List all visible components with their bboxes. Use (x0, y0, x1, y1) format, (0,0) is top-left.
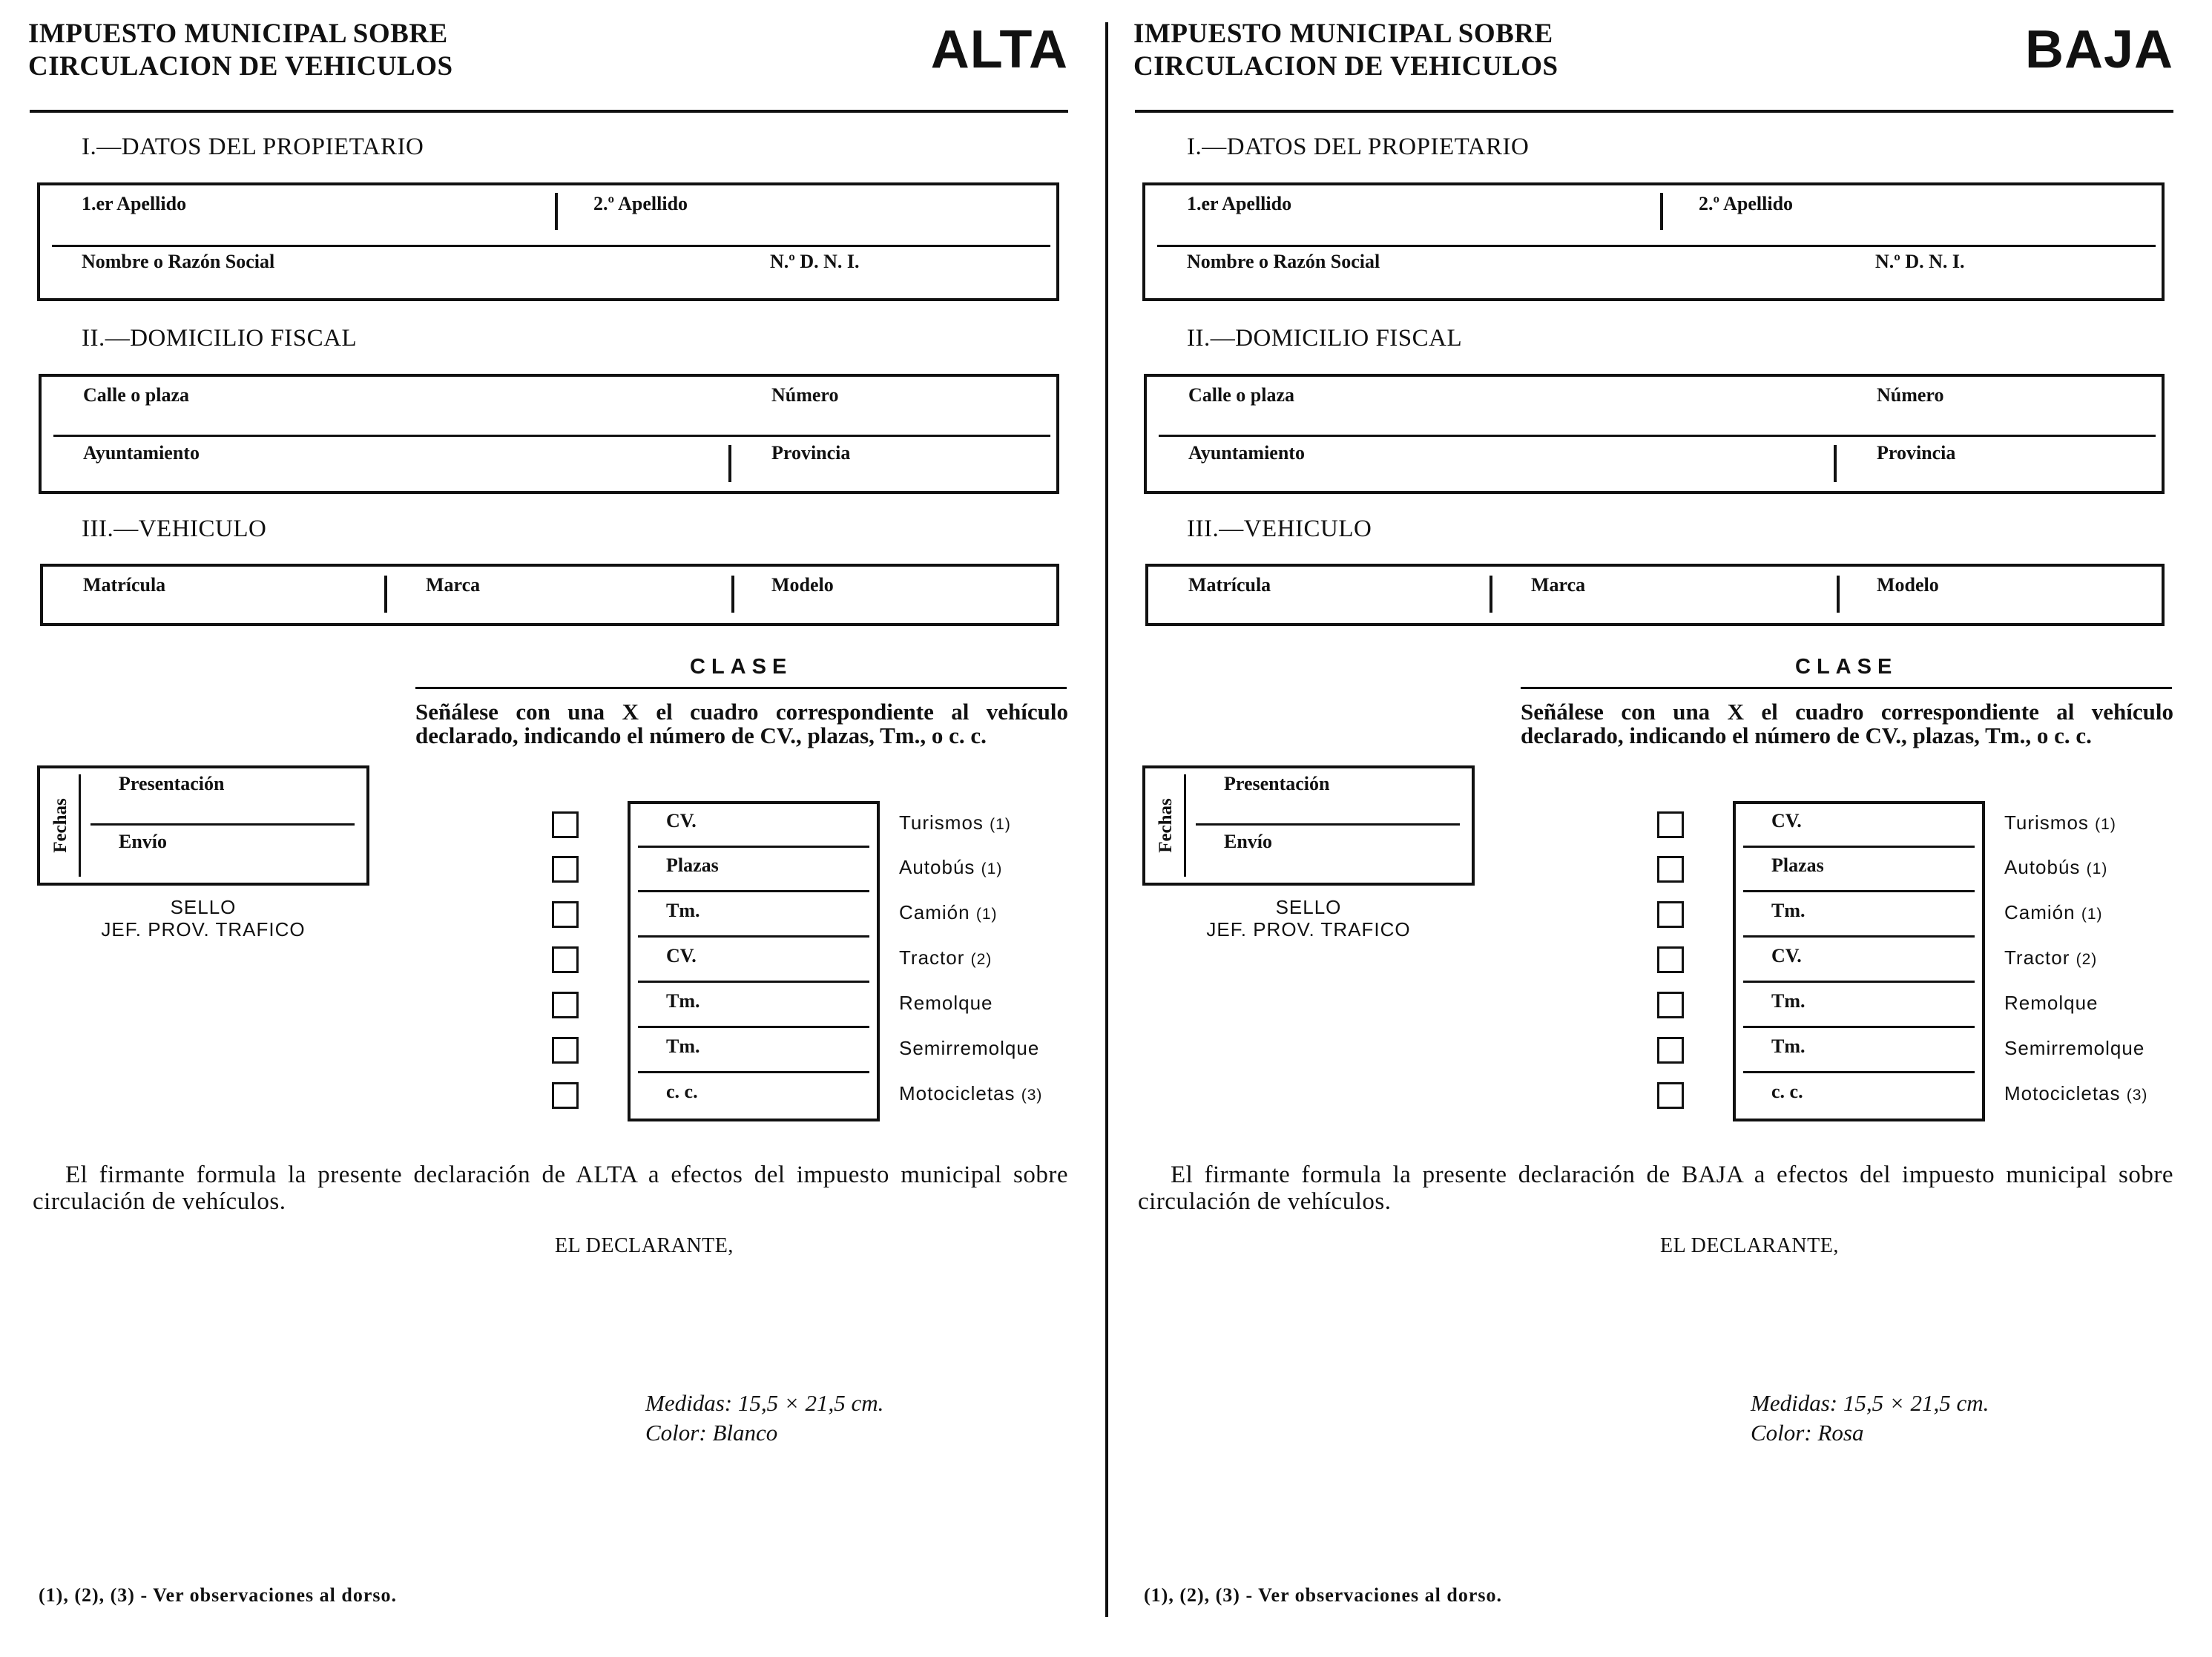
dates-side-text: Fechas (50, 798, 71, 853)
dni-label: N.º D. N. I. (1875, 251, 1965, 272)
class-field-label: Tm. (1771, 900, 1806, 921)
class-field-label: CV. (666, 945, 697, 966)
surname1-label: 1.er Apellido (82, 193, 187, 214)
surname1-label: 1.er Apellido (1187, 193, 1292, 214)
class-name: Camión (899, 901, 970, 923)
class-field-label: CV. (666, 810, 697, 831)
dni-field[interactable] (886, 251, 1049, 280)
class-name-row (899, 1037, 1039, 1060)
measures-label: Medidas: (1751, 1390, 1838, 1416)
surname2-label: 2.º Apellido (1699, 193, 1794, 214)
vehicle-divider-1 (384, 576, 387, 613)
plate-label: Matrícula (1188, 574, 1271, 596)
measures-value: 15,5 × 21,5 cm. (737, 1390, 884, 1416)
owner-row-rule (52, 245, 1050, 247)
address-divider (1834, 445, 1837, 482)
vehicle-divider-1 (1490, 576, 1492, 613)
surname1-field[interactable] (1338, 194, 1650, 224)
class-field-label: Tm. (666, 900, 700, 921)
class-checkbox[interactable] (1657, 1037, 1684, 1064)
class-name: Autobús (2004, 856, 2081, 878)
color-line (1751, 1418, 1989, 1448)
class-row-rule (1743, 981, 1975, 983)
owner-section-title: I.—DATOS DEL PROPIETARIO (1187, 134, 1530, 160)
class-field-label: c. c. (1771, 1081, 1803, 1102)
stamp-label (37, 896, 369, 940)
header-rule (1135, 110, 2173, 113)
stamp-line-1: SELLO (1275, 896, 1342, 918)
class-name-row (2004, 1082, 2147, 1105)
dates-row-rule (90, 823, 355, 826)
class-name: Remolque (2004, 992, 2099, 1014)
class-value-field[interactable] (734, 1079, 868, 1112)
dates-side-label (1151, 768, 1181, 883)
model-label: Modelo (1877, 574, 1939, 596)
surname2-field[interactable] (1679, 194, 2095, 224)
class-name: Motocicletas (2004, 1082, 2121, 1104)
class-name-row (2004, 1037, 2144, 1060)
class-field-label: Tm. (666, 1035, 700, 1057)
clase-instructions: Señálese con una X el cuadro correspondiente al vehículo declarado, indicando el número de CV., plazas, Tm., o c. c. (415, 699, 1068, 748)
class-value-field[interactable] (1840, 1079, 1973, 1112)
class-value-field[interactable] (734, 853, 868, 886)
name-field[interactable] (322, 251, 767, 280)
class-value-field[interactable] (1840, 1034, 1973, 1067)
form-title (28, 18, 453, 83)
brand-label: Marca (426, 574, 481, 596)
model-field[interactable] (771, 574, 1046, 616)
number-field[interactable] (872, 384, 1043, 414)
class-note: (3) (2126, 1087, 2148, 1104)
brand-field[interactable] (426, 574, 722, 616)
class-name: Camión (2004, 901, 2076, 923)
council-label: Ayuntamiento (83, 442, 200, 464)
dates-divider (1184, 774, 1186, 877)
dates-row-rule (1196, 823, 1460, 826)
surname2-field[interactable] (574, 194, 990, 224)
owner-section-title: I.—DATOS DEL PROPIETARIO (82, 134, 424, 160)
measures-value: 15,5 × 21,5 cm. (1843, 1390, 1989, 1416)
address-row-rule (1159, 435, 2156, 437)
owner-box (37, 182, 1059, 301)
stamp-line-2: JEF. PROV. TRAFICO (101, 918, 306, 940)
class-row-rule (1743, 935, 1975, 938)
class-note: (3) (1021, 1087, 1043, 1104)
class-field-label: Tm. (666, 990, 700, 1012)
class-checkbox[interactable] (552, 1037, 579, 1064)
specifications (1751, 1388, 1989, 1448)
declaration-text: El firmante formula la presente declaración de ALTA a efectos del impuesto municipal sobre circulación de vehículos. (33, 1162, 1068, 1215)
street-field[interactable] (1332, 384, 1851, 414)
vehicle-divider-2 (731, 576, 734, 613)
vehicle-divider-2 (1837, 576, 1840, 613)
class-field-label: Tm. (1771, 990, 1806, 1012)
declarant-label: EL DECLARANTE, (555, 1234, 734, 1257)
dates-side-text: Fechas (1156, 798, 1176, 853)
specifications (645, 1388, 883, 1448)
class-field-label: Tm. (1771, 1035, 1806, 1057)
class-name-row (2004, 856, 2107, 879)
class-note: (1) (2081, 906, 2103, 923)
class-name-row (899, 856, 1002, 879)
name-label: Nombre o Razón Social (1187, 251, 1380, 272)
class-row-rule (638, 846, 869, 848)
dni-label: N.º D. N. I. (770, 251, 860, 272)
plate-field[interactable] (1188, 574, 1485, 616)
province-label: Provincia (1877, 442, 1956, 464)
class-name: Tractor (899, 946, 965, 969)
number-label: Número (771, 384, 839, 406)
sending-label: Envío (119, 831, 168, 852)
presentation-label: Presentación (119, 773, 225, 794)
class-field-label: Plazas (666, 854, 719, 876)
class-checkbox[interactable] (1657, 946, 1684, 973)
class-field-label: CV. (1771, 810, 1802, 831)
address-box (1144, 374, 2165, 494)
vehicle-box (1145, 564, 2165, 626)
class-value-field[interactable] (734, 808, 868, 841)
measures-line (1751, 1388, 1989, 1418)
declaration-text: El firmante formula la presente declaración de BAJA a efectos del impuesto municipal sobre circulación de vehículos. (1138, 1162, 2173, 1215)
stamp-line-2: JEF. PROV. TRAFICO (1206, 918, 1411, 940)
province-label: Provincia (771, 442, 851, 464)
class-checkbox[interactable] (1657, 901, 1684, 928)
dates-box (37, 765, 369, 886)
class-name: Turismos (899, 811, 984, 834)
clase-title: CLASE (690, 655, 793, 679)
street-label: Calle o plaza (83, 384, 189, 406)
class-note: (2) (2076, 951, 2098, 968)
street-field[interactable] (227, 384, 746, 414)
class-name: Autobús (899, 856, 975, 878)
color-value: Blanco (712, 1420, 778, 1446)
measures-line (645, 1388, 883, 1418)
dates-divider (79, 774, 81, 877)
class-name: Motocicletas (899, 1082, 1016, 1104)
class-name-row (2004, 901, 2103, 924)
footnote: (1), (2), (3) - Ver observaciones al dorso. (1144, 1584, 1503, 1606)
class-checkbox[interactable] (1657, 811, 1684, 838)
class-checkbox[interactable] (552, 946, 579, 973)
title-line-2: CIRCULACION DE VEHICULOS (28, 51, 453, 82)
color-label: Color: (1751, 1420, 1812, 1446)
measures-label: Medidas: (645, 1390, 733, 1416)
class-checkbox[interactable] (552, 811, 579, 838)
council-label: Ayuntamiento (1188, 442, 1305, 464)
class-row-rule (1743, 1071, 1975, 1073)
class-name-row (899, 946, 992, 969)
dates-box (1142, 765, 1475, 886)
province-field[interactable] (872, 442, 1043, 472)
vehicle-section-title: III.—VEHICULO (1187, 515, 1372, 542)
class-checkbox[interactable] (552, 992, 579, 1018)
class-name-row (899, 1082, 1042, 1105)
title-line-2: CIRCULACION DE VEHICULOS (1133, 51, 1558, 82)
name-field[interactable] (1427, 251, 1872, 280)
form-type-label: BAJA (2024, 20, 2173, 79)
class-row-rule (1743, 890, 1975, 892)
class-note: (1) (981, 860, 1003, 877)
clase-instructions: Señálese con una X el cuadro correspondiente al vehículo declarado, indicando el número de CV., plazas, Tm., o c. c. (1521, 699, 2173, 748)
class-note: (1) (2086, 860, 2108, 877)
clase-rule (1521, 687, 2172, 689)
address-section-title: II.—DOMICILIO FISCAL (1187, 325, 1463, 352)
form-title (1133, 18, 1558, 83)
form-type-label: ALTA (930, 20, 1068, 79)
owner-row-rule (1157, 245, 2156, 247)
model-field[interactable] (1877, 574, 2151, 616)
clase-rule (415, 687, 1067, 689)
plate-field[interactable] (83, 574, 380, 616)
color-line (645, 1418, 883, 1448)
class-checkbox[interactable] (1657, 856, 1684, 883)
form-alta (0, 0, 1105, 1657)
model-label: Modelo (771, 574, 834, 596)
owner-divider (555, 193, 558, 230)
class-row-rule (638, 935, 869, 938)
presentation-label: Presentación (1224, 773, 1330, 794)
title-line-1: IMPUESTO MUNICIPAL SOBRE (1133, 19, 1553, 49)
class-value-field[interactable] (734, 898, 868, 931)
class-row-rule (638, 981, 869, 983)
class-field-label: Plazas (1771, 854, 1824, 876)
surname2-label: 2.º Apellido (593, 193, 688, 214)
class-row-rule (1743, 846, 1975, 848)
province-field[interactable] (1978, 442, 2148, 472)
name-label: Nombre o Razón Social (82, 251, 275, 272)
class-value-field[interactable] (1840, 898, 1973, 931)
brand-field[interactable] (1531, 574, 1828, 616)
declarant-label: EL DECLARANTE, (1660, 1234, 1839, 1257)
stamp-label (1142, 896, 1475, 940)
vehicle-box (40, 564, 1059, 626)
address-divider (728, 445, 731, 482)
class-name-row (899, 811, 1011, 834)
class-checkbox[interactable] (552, 856, 579, 883)
class-checkbox[interactable] (1657, 992, 1684, 1018)
class-checkbox[interactable] (552, 1082, 579, 1109)
vehicle-section-title: III.—VEHICULO (82, 515, 267, 542)
class-row-rule (638, 1071, 869, 1073)
form-baja (1105, 0, 2211, 1657)
stamp-line-1: SELLO (170, 896, 237, 918)
owner-box (1142, 182, 2165, 301)
title-line-1: IMPUESTO MUNICIPAL SOBRE (28, 19, 448, 49)
class-name-row (899, 992, 993, 1015)
council-field[interactable] (234, 442, 724, 472)
class-note: (1) (975, 906, 998, 923)
class-value-field[interactable] (734, 989, 868, 1021)
class-row-rule (638, 890, 869, 892)
number-field[interactable] (1978, 384, 2148, 414)
number-label: Número (1877, 384, 1944, 406)
clase-title: CLASE (1795, 655, 1898, 679)
class-name: Tractor (2004, 946, 2070, 969)
class-value-field[interactable] (1840, 989, 1973, 1021)
class-checkbox[interactable] (552, 901, 579, 928)
class-field-label: CV. (1771, 945, 1802, 966)
plate-label: Matrícula (83, 574, 166, 596)
address-row-rule (53, 435, 1050, 437)
class-row-rule (638, 1026, 869, 1028)
class-name-row (2004, 992, 2099, 1015)
dates-side-label (46, 768, 76, 883)
class-name: Remolque (899, 992, 993, 1014)
council-field[interactable] (1340, 442, 1829, 472)
dni-field[interactable] (1991, 251, 2154, 280)
class-name: Semirremolque (2004, 1037, 2145, 1059)
sending-label: Envío (1224, 831, 1273, 852)
class-value-field[interactable] (734, 943, 868, 976)
brand-label: Marca (1531, 574, 1586, 596)
class-name-row (2004, 946, 2097, 969)
street-label: Calle o plaza (1188, 384, 1294, 406)
class-row-rule (1743, 1026, 1975, 1028)
class-field-label: c. c. (666, 1081, 698, 1102)
color-label: Color: (645, 1420, 707, 1446)
class-name-row (899, 901, 998, 924)
class-name: Semirremolque (899, 1037, 1040, 1059)
class-value-field[interactable] (734, 1034, 868, 1067)
class-note: (2) (970, 951, 993, 968)
class-value-field[interactable] (1840, 853, 1973, 886)
footnote: (1), (2), (3) - Ver observaciones al dorso. (39, 1584, 398, 1606)
owner-divider (1660, 193, 1663, 230)
address-box (39, 374, 1059, 494)
class-checkbox[interactable] (1657, 1082, 1684, 1109)
class-value-field[interactable] (1840, 943, 1973, 976)
color-value: Rosa (1817, 1420, 1864, 1446)
class-name: Turismos (2004, 811, 2089, 834)
surname1-field[interactable] (233, 194, 544, 224)
class-note: (1) (990, 816, 1011, 833)
header-rule (30, 110, 1068, 113)
class-value-field[interactable] (1840, 808, 1973, 841)
class-note: (1) (2095, 816, 2116, 833)
class-name-row (2004, 811, 2116, 834)
address-section-title: II.—DOMICILIO FISCAL (82, 325, 358, 352)
